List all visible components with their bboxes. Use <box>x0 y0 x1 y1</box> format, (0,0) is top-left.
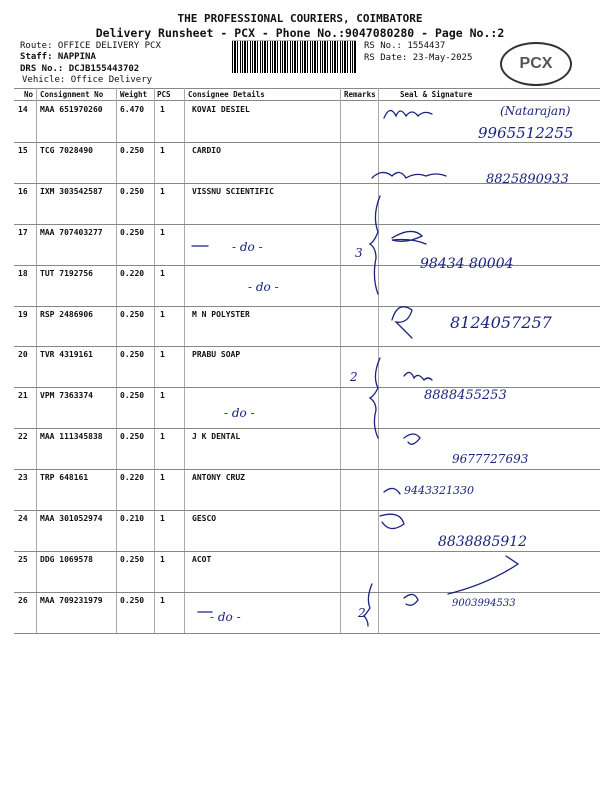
cell-weight: 0.250 <box>120 350 145 360</box>
col-signature: Seal & Signature <box>400 90 473 99</box>
cell-consignee: ACOT <box>192 554 212 564</box>
brace-stroke <box>370 358 380 438</box>
runsheet-title: Delivery Runsheet - PCX - Phone No.:9047080280 - Page No.:2 <box>95 26 505 40</box>
cell-weight: 0.250 <box>120 145 145 155</box>
cell-pcs: 1 <box>160 391 165 401</box>
hw-row23-phone: 9443321330 <box>404 484 474 497</box>
hw-row22-phone: 9677727693 <box>452 452 529 466</box>
stamp-label: PCX <box>519 55 553 72</box>
cell-consignment: MAA 709231979 <box>40 595 103 605</box>
cell-weight: 0.250 <box>120 186 145 196</box>
cell-no: 20 <box>18 350 28 360</box>
hw-row19-phone: 8124057257 <box>450 313 552 332</box>
signature-stroke <box>380 514 404 528</box>
hw-row26-phone: 9003994533 <box>452 598 516 609</box>
cell-consignee: GESCO <box>192 514 217 523</box>
hw-row26-ditto: - do - <box>210 610 241 624</box>
signature-stroke <box>384 110 432 118</box>
cell-no: 22 <box>18 432 28 442</box>
cell-no: 18 <box>18 268 28 278</box>
cell-weight: 0.210 <box>120 514 145 523</box>
hw-row21-ditto: - do - <box>224 406 255 420</box>
signature-stroke <box>404 372 432 380</box>
cell-consignment: VPM 7363374 <box>40 391 93 401</box>
hw-row18-phone: 98434 80004 <box>420 256 514 272</box>
cell-consignee: J K DENTAL <box>192 432 241 442</box>
signature-stroke <box>448 556 518 594</box>
cell-consignment: TVR 4319161 <box>40 350 93 360</box>
company-title: THE PROFESSIONAL COURIERS, COIMBATORE <box>177 12 423 25</box>
cell-weight: 0.220 <box>120 473 145 483</box>
cell-consignment: TCG 7028490 <box>40 145 93 155</box>
cell-consignee: PRABU SOAP <box>192 350 241 360</box>
cell-consignment: MAA 301052974 <box>40 514 103 523</box>
cell-no: 26 <box>18 595 28 605</box>
drs-number: DRS No.: DCJB155443702 <box>20 64 140 74</box>
cell-pcs: 1 <box>160 145 165 155</box>
signature-stroke <box>392 307 412 338</box>
hw-row20-mark: 2 <box>350 370 358 384</box>
hw-row18-ditto: - do - <box>248 280 279 294</box>
cell-no: 16 <box>18 186 28 196</box>
cell-weight: 0.250 <box>120 309 145 319</box>
cell-consignee: M N POLYSTER <box>192 309 250 319</box>
cell-pcs: 1 <box>160 554 165 564</box>
cell-pcs: 1 <box>160 350 165 360</box>
cell-no: 23 <box>18 473 28 483</box>
cell-pcs: 1 <box>160 268 165 278</box>
cell-consignee: VISSNU SCIENTIFIC <box>192 186 274 196</box>
signature-stroke <box>372 172 446 178</box>
cell-pcs: 1 <box>160 595 165 605</box>
col-pcs: PCS <box>157 90 171 99</box>
cell-consignment: TRP 648161 <box>40 473 89 483</box>
col-no: No <box>24 90 34 99</box>
cell-pcs: 1 <box>160 186 165 196</box>
cell-no: 17 <box>18 227 28 237</box>
col-weight: Weight <box>120 90 148 99</box>
cell-no: 14 <box>18 105 28 114</box>
hw-row14-phone: 9965512255 <box>478 124 574 142</box>
cell-consignment: TUT 7192756 <box>40 268 93 278</box>
cell-pcs: 1 <box>160 309 165 319</box>
cell-weight: 0.220 <box>120 268 145 278</box>
cell-consignment: RSP 2486906 <box>40 309 93 319</box>
cell-pcs: 1 <box>160 473 165 483</box>
cell-no: 19 <box>18 309 28 319</box>
cell-consignment: MAA 707403277 <box>40 227 103 237</box>
signature-stroke <box>404 594 418 605</box>
cell-pcs: 1 <box>160 227 165 237</box>
signature-stroke <box>384 488 400 494</box>
hw-row17-ditto: - do - <box>232 240 263 254</box>
cell-no: 24 <box>18 514 28 523</box>
route-label: Route: OFFICE DELIVERY PCX <box>20 41 161 51</box>
cell-weight: 0.250 <box>120 227 145 237</box>
cell-consignment: MAA 111345838 <box>40 432 103 442</box>
cell-no: 15 <box>18 145 28 155</box>
signature-stroke <box>404 434 420 444</box>
cell-weight: 6.470 <box>120 105 145 114</box>
cell-weight: 0.250 <box>120 595 145 605</box>
cell-consignee: CARDIO <box>192 145 221 155</box>
cell-pcs: 1 <box>160 514 165 523</box>
col-consignee: Consignee Details <box>188 90 265 99</box>
cell-no: 21 <box>18 391 28 401</box>
rs-number: RS No.: 1554437 <box>364 41 446 51</box>
signature-stroke <box>392 231 426 244</box>
cell-consignment: MAA 651970260 <box>40 105 103 114</box>
cell-pcs: 1 <box>160 105 165 114</box>
cell-weight: 0.250 <box>120 554 145 564</box>
staff-label: Staff: NAPPINA <box>20 52 96 62</box>
cell-consignment: IXM 303542587 <box>40 186 103 196</box>
col-remarks: Remarks <box>344 90 376 99</box>
brace-stroke <box>370 196 380 294</box>
vehicle-label: Vehicle: Office Delivery <box>22 75 153 85</box>
hw-row17-mark: 3 <box>355 246 363 260</box>
hw-row14-name: (Natarajan) <box>500 104 571 118</box>
cell-consignment: DDG 1069578 <box>40 554 93 564</box>
cell-weight: 0.250 <box>120 432 145 442</box>
cell-consignee: ANTONY CRUZ <box>192 473 245 483</box>
hw-row24-phone: 8838885912 <box>438 534 528 550</box>
cell-weight: 0.250 <box>120 391 145 401</box>
hw-row26-mark: 2 <box>358 606 366 620</box>
hw-row21-phone: 8888455253 <box>424 388 507 403</box>
cell-pcs: 1 <box>160 432 165 442</box>
hw-row16-phone: 8825890933 <box>486 172 569 187</box>
cell-no: 25 <box>18 554 28 564</box>
rs-date: RS Date: 23-May-2025 <box>364 53 473 63</box>
cell-consignee: KOVAI DESIEL <box>192 105 250 114</box>
col-consignment: Consignment No <box>40 90 104 99</box>
